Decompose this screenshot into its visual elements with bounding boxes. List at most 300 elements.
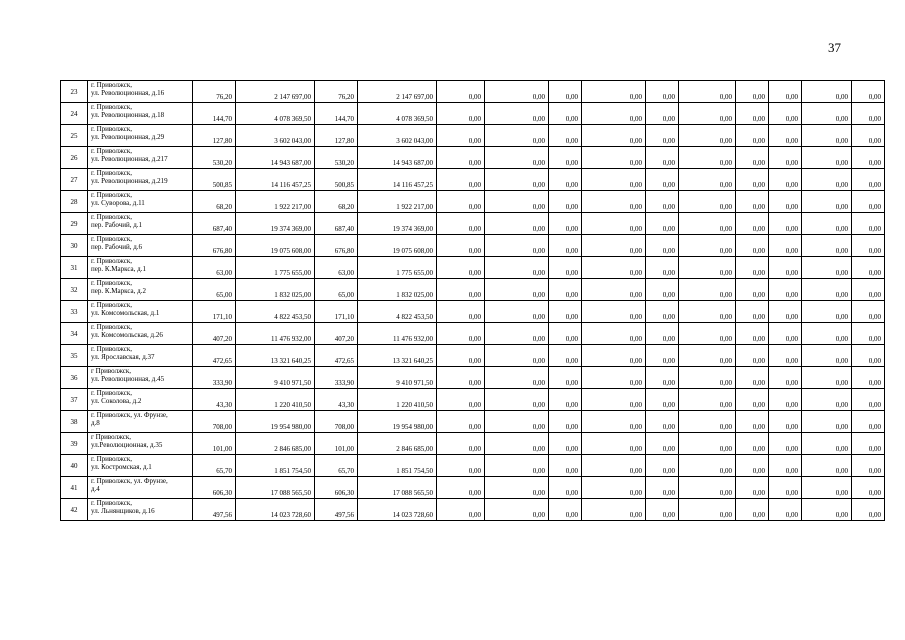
value-cell: 0,00 bbox=[852, 477, 885, 499]
value-cell: 0,00 bbox=[646, 147, 679, 169]
value-cell: 0,00 bbox=[679, 103, 736, 125]
value-cell: 0,00 bbox=[852, 389, 885, 411]
address-cell bbox=[88, 411, 193, 433]
value-cell: 0,00 bbox=[549, 389, 582, 411]
value-cell: 9 410 971,50 bbox=[236, 367, 315, 389]
value-cell: 0,00 bbox=[485, 81, 549, 103]
value-cell: 0,00 bbox=[679, 345, 736, 367]
value-cell: 0,00 bbox=[769, 433, 802, 455]
value-cell: 0,00 bbox=[736, 389, 769, 411]
value-cell: 0,00 bbox=[549, 147, 582, 169]
address-line-2: ул. Революционная, д.45 bbox=[91, 375, 165, 383]
value-cell: 0,00 bbox=[852, 433, 885, 455]
value-cell: 0,00 bbox=[679, 367, 736, 389]
value-cell: 0,00 bbox=[582, 235, 646, 257]
value-cell: 333,90 bbox=[315, 367, 358, 389]
row-number: 29 bbox=[61, 213, 88, 235]
value-cell: 0,00 bbox=[679, 477, 736, 499]
value-cell: 0,00 bbox=[736, 213, 769, 235]
value-cell: 0,00 bbox=[852, 345, 885, 367]
value-cell: 0,00 bbox=[736, 301, 769, 323]
value-cell: 101,00 bbox=[315, 433, 358, 455]
table-row bbox=[61, 147, 885, 169]
value-cell: 0,00 bbox=[582, 411, 646, 433]
value-cell: 0,00 bbox=[736, 103, 769, 125]
value-cell: 0,00 bbox=[646, 301, 679, 323]
value-cell: 14 943 687,00 bbox=[358, 147, 437, 169]
value-cell: 0,00 bbox=[736, 125, 769, 147]
value-cell: 0,00 bbox=[852, 147, 885, 169]
value-cell: 676,80 bbox=[315, 235, 358, 257]
address-cell bbox=[88, 433, 193, 455]
table-row bbox=[61, 169, 885, 191]
value-cell: 0,00 bbox=[769, 345, 802, 367]
value-cell: 3 602 043,00 bbox=[358, 125, 437, 147]
row-number: 32 bbox=[61, 279, 88, 301]
value-cell: 0,00 bbox=[582, 125, 646, 147]
value-cell: 0,00 bbox=[646, 367, 679, 389]
value-cell: 472,65 bbox=[315, 345, 358, 367]
address-line-2: ул. Революционная, д.18 bbox=[91, 111, 165, 119]
value-cell: 0,00 bbox=[582, 103, 646, 125]
value-cell: 0,00 bbox=[646, 477, 679, 499]
table-row bbox=[61, 125, 885, 147]
value-cell: 0,00 bbox=[646, 191, 679, 213]
row-number: 36 bbox=[61, 367, 88, 389]
value-cell: 0,00 bbox=[485, 191, 549, 213]
value-cell: 0,00 bbox=[582, 477, 646, 499]
value-cell: 0,00 bbox=[549, 191, 582, 213]
value-cell: 0,00 bbox=[646, 279, 679, 301]
address-line-2: ул. Революционная, д.29 bbox=[91, 133, 165, 141]
table-row bbox=[61, 103, 885, 125]
value-cell: 0,00 bbox=[646, 499, 679, 521]
value-cell: 0,00 bbox=[582, 301, 646, 323]
value-cell: 0,00 bbox=[437, 213, 485, 235]
value-cell: 687,40 bbox=[315, 213, 358, 235]
value-cell: 0,00 bbox=[802, 169, 852, 191]
value-cell: 0,00 bbox=[802, 301, 852, 323]
address-line-1: г. Приволжск, bbox=[91, 389, 133, 397]
value-cell: 14 116 457,25 bbox=[236, 169, 315, 191]
row-number: 25 bbox=[61, 125, 88, 147]
housing-table bbox=[60, 80, 885, 521]
value-cell: 0,00 bbox=[852, 213, 885, 235]
value-cell: 0,00 bbox=[736, 81, 769, 103]
address-line-2: ул. Революционная, д.219 bbox=[91, 177, 168, 185]
value-cell: 0,00 bbox=[485, 433, 549, 455]
table-row bbox=[61, 213, 885, 235]
address-line-2: ул.Революционная, д.35 bbox=[91, 441, 163, 449]
value-cell: 3 602 043,00 bbox=[236, 125, 315, 147]
value-cell: 0,00 bbox=[437, 147, 485, 169]
address-line-1: г. Приволжск, bbox=[91, 499, 133, 507]
value-cell: 0,00 bbox=[549, 213, 582, 235]
value-cell: 0,00 bbox=[769, 81, 802, 103]
table-row bbox=[61, 81, 885, 103]
address-cell bbox=[88, 455, 193, 477]
address-line-2: ул. Ярославская, д.37 bbox=[91, 353, 155, 361]
value-cell: 0,00 bbox=[582, 499, 646, 521]
address-line-1: г. Приволжск, ул. Фрунзе, bbox=[91, 477, 168, 485]
value-cell: 2 147 697,00 bbox=[236, 81, 315, 103]
value-cell: 708,00 bbox=[315, 411, 358, 433]
value-cell: 0,00 bbox=[485, 345, 549, 367]
value-cell: 0,00 bbox=[736, 477, 769, 499]
value-cell: 0,00 bbox=[485, 411, 549, 433]
value-cell: 0,00 bbox=[582, 389, 646, 411]
value-cell: 0,00 bbox=[679, 323, 736, 345]
address-cell bbox=[88, 389, 193, 411]
value-cell: 0,00 bbox=[549, 411, 582, 433]
address-line-1: г. Приволжск, bbox=[91, 103, 133, 111]
value-cell: 0,00 bbox=[852, 191, 885, 213]
value-cell: 144,70 bbox=[193, 103, 236, 125]
value-cell: 0,00 bbox=[802, 191, 852, 213]
value-cell: 0,00 bbox=[736, 169, 769, 191]
value-cell: 0,00 bbox=[769, 235, 802, 257]
table-row bbox=[61, 301, 885, 323]
value-cell: 0,00 bbox=[679, 301, 736, 323]
value-cell: 1 851 754,50 bbox=[236, 455, 315, 477]
value-cell: 0,00 bbox=[485, 323, 549, 345]
value-cell: 63,00 bbox=[193, 257, 236, 279]
address-line-2: ул. Костромская, д.1 bbox=[91, 463, 152, 471]
address-cell bbox=[88, 103, 193, 125]
value-cell: 9 410 971,50 bbox=[358, 367, 437, 389]
value-cell: 171,10 bbox=[315, 301, 358, 323]
address-cell bbox=[88, 345, 193, 367]
value-cell: 0,00 bbox=[802, 279, 852, 301]
value-cell: 171,10 bbox=[193, 301, 236, 323]
value-cell: 0,00 bbox=[437, 257, 485, 279]
value-cell: 0,00 bbox=[852, 455, 885, 477]
value-cell: 4 078 369,50 bbox=[358, 103, 437, 125]
value-cell: 0,00 bbox=[802, 103, 852, 125]
row-number: 24 bbox=[61, 103, 88, 125]
value-cell: 17 088 565,50 bbox=[236, 477, 315, 499]
value-cell: 606,30 bbox=[315, 477, 358, 499]
value-cell: 0,00 bbox=[437, 477, 485, 499]
value-cell: 17 088 565,50 bbox=[358, 477, 437, 499]
value-cell: 0,00 bbox=[679, 81, 736, 103]
address-cell bbox=[88, 169, 193, 191]
address-cell bbox=[88, 301, 193, 323]
value-cell: 0,00 bbox=[437, 81, 485, 103]
table-row bbox=[61, 455, 885, 477]
value-cell: 4 078 369,50 bbox=[236, 103, 315, 125]
address-cell bbox=[88, 257, 193, 279]
value-cell: 0,00 bbox=[437, 191, 485, 213]
value-cell: 0,00 bbox=[769, 213, 802, 235]
value-cell: 144,70 bbox=[315, 103, 358, 125]
value-cell: 687,40 bbox=[193, 213, 236, 235]
value-cell: 14 023 728,60 bbox=[236, 499, 315, 521]
address-cell bbox=[88, 235, 193, 257]
row-number: 42 bbox=[61, 499, 88, 521]
value-cell: 0,00 bbox=[852, 169, 885, 191]
row-number: 40 bbox=[61, 455, 88, 477]
address-line-2: д.4 bbox=[91, 485, 100, 493]
value-cell: 14 116 457,25 bbox=[358, 169, 437, 191]
address-line-2: пер. К.Маркса, д.1 bbox=[91, 265, 146, 273]
value-cell: 0,00 bbox=[646, 257, 679, 279]
value-cell: 0,00 bbox=[769, 323, 802, 345]
value-cell: 14 943 687,00 bbox=[236, 147, 315, 169]
value-cell: 0,00 bbox=[437, 389, 485, 411]
value-cell: 0,00 bbox=[679, 147, 736, 169]
value-cell: 0,00 bbox=[802, 257, 852, 279]
value-cell: 497,56 bbox=[315, 499, 358, 521]
value-cell: 0,00 bbox=[437, 411, 485, 433]
address-line-2: ул. Революционная, д.16 bbox=[91, 89, 165, 97]
address-cell bbox=[88, 81, 193, 103]
value-cell: 0,00 bbox=[549, 81, 582, 103]
value-cell: 708,00 bbox=[193, 411, 236, 433]
value-cell: 0,00 bbox=[485, 257, 549, 279]
table-row bbox=[61, 191, 885, 213]
value-cell: 0,00 bbox=[582, 345, 646, 367]
value-cell: 0,00 bbox=[769, 147, 802, 169]
table-row bbox=[61, 411, 885, 433]
value-cell: 0,00 bbox=[485, 147, 549, 169]
value-cell: 0,00 bbox=[485, 367, 549, 389]
value-cell: 0,00 bbox=[646, 345, 679, 367]
value-cell: 0,00 bbox=[646, 235, 679, 257]
value-cell: 0,00 bbox=[802, 411, 852, 433]
value-cell: 0,00 bbox=[679, 257, 736, 279]
value-cell: 0,00 bbox=[437, 103, 485, 125]
row-number: 41 bbox=[61, 477, 88, 499]
table-row bbox=[61, 345, 885, 367]
value-cell: 4 822 453,50 bbox=[358, 301, 437, 323]
value-cell: 0,00 bbox=[437, 235, 485, 257]
value-cell: 13 321 640,25 bbox=[358, 345, 437, 367]
value-cell: 0,00 bbox=[802, 433, 852, 455]
address-line-1: г. Приволжск, bbox=[91, 257, 133, 265]
address-cell bbox=[88, 279, 193, 301]
value-cell: 0,00 bbox=[736, 411, 769, 433]
value-cell: 1 922 217,00 bbox=[358, 191, 437, 213]
address-line-1: г. Приволжск, ул. Фрунзе, bbox=[91, 411, 168, 419]
value-cell: 0,00 bbox=[769, 367, 802, 389]
value-cell: 0,00 bbox=[852, 103, 885, 125]
value-cell: 0,00 bbox=[485, 213, 549, 235]
value-cell: 2 846 685,00 bbox=[236, 433, 315, 455]
value-cell: 14 023 728,60 bbox=[358, 499, 437, 521]
address-line-1: г. Приволжск, bbox=[91, 147, 133, 155]
row-number: 23 bbox=[61, 81, 88, 103]
address-line-1: г. Приволжск, bbox=[91, 455, 133, 463]
value-cell: 0,00 bbox=[582, 191, 646, 213]
value-cell: 0,00 bbox=[769, 279, 802, 301]
value-cell: 0,00 bbox=[437, 323, 485, 345]
value-cell: 0,00 bbox=[679, 213, 736, 235]
row-number: 37 bbox=[61, 389, 88, 411]
value-cell: 0,00 bbox=[802, 455, 852, 477]
value-cell: 101,00 bbox=[193, 433, 236, 455]
value-cell: 0,00 bbox=[549, 103, 582, 125]
value-cell: 65,00 bbox=[315, 279, 358, 301]
value-cell: 0,00 bbox=[437, 125, 485, 147]
row-number: 28 bbox=[61, 191, 88, 213]
value-cell: 11 476 932,00 bbox=[236, 323, 315, 345]
address-line-2: пер. Рабочий, д.1 bbox=[91, 221, 143, 229]
value-cell: 0,00 bbox=[582, 147, 646, 169]
value-cell: 0,00 bbox=[646, 125, 679, 147]
value-cell: 0,00 bbox=[646, 81, 679, 103]
value-cell: 65,70 bbox=[193, 455, 236, 477]
value-cell: 0,00 bbox=[736, 367, 769, 389]
value-cell: 0,00 bbox=[679, 191, 736, 213]
value-cell: 0,00 bbox=[736, 235, 769, 257]
value-cell: 0,00 bbox=[582, 81, 646, 103]
value-cell: 0,00 bbox=[437, 301, 485, 323]
value-cell: 0,00 bbox=[582, 455, 646, 477]
value-cell: 0,00 bbox=[679, 389, 736, 411]
value-cell: 0,00 bbox=[646, 323, 679, 345]
value-cell: 0,00 bbox=[802, 125, 852, 147]
value-cell: 11 476 932,00 bbox=[358, 323, 437, 345]
value-cell: 0,00 bbox=[679, 411, 736, 433]
value-cell: 0,00 bbox=[736, 323, 769, 345]
value-cell: 606,30 bbox=[193, 477, 236, 499]
value-cell: 0,00 bbox=[769, 455, 802, 477]
value-cell: 0,00 bbox=[852, 367, 885, 389]
row-number: 30 bbox=[61, 235, 88, 257]
value-cell: 0,00 bbox=[769, 477, 802, 499]
value-cell: 0,00 bbox=[802, 323, 852, 345]
value-cell: 0,00 bbox=[437, 455, 485, 477]
value-cell: 0,00 bbox=[549, 323, 582, 345]
row-number: 33 bbox=[61, 301, 88, 323]
value-cell: 0,00 bbox=[736, 191, 769, 213]
table-row bbox=[61, 389, 885, 411]
row-number: 31 bbox=[61, 257, 88, 279]
value-cell: 19 374 369,00 bbox=[236, 213, 315, 235]
value-cell: 0,00 bbox=[802, 235, 852, 257]
address-line-1: г. Приволжск, bbox=[91, 235, 133, 243]
address-line-2: ул. Соколова, д.2 bbox=[91, 397, 142, 405]
address-cell bbox=[88, 499, 193, 521]
address-line-1: г. Приволжск, bbox=[91, 323, 133, 331]
value-cell: 127,80 bbox=[193, 125, 236, 147]
value-cell: 0,00 bbox=[852, 411, 885, 433]
value-cell: 19 954 980,00 bbox=[236, 411, 315, 433]
value-cell: 65,00 bbox=[193, 279, 236, 301]
address-line-2: ул. Комсомольская, д.26 bbox=[91, 331, 163, 339]
value-cell: 0,00 bbox=[852, 81, 885, 103]
value-cell: 0,00 bbox=[736, 455, 769, 477]
value-cell: 0,00 bbox=[852, 279, 885, 301]
value-cell: 0,00 bbox=[437, 499, 485, 521]
value-cell: 1 775 655,00 bbox=[236, 257, 315, 279]
value-cell: 1 832 025,00 bbox=[358, 279, 437, 301]
value-cell: 0,00 bbox=[485, 169, 549, 191]
page-number: 37 bbox=[828, 40, 841, 55]
row-number: 35 bbox=[61, 345, 88, 367]
value-cell: 0,00 bbox=[802, 477, 852, 499]
value-cell: 0,00 bbox=[769, 191, 802, 213]
row-number: 26 bbox=[61, 147, 88, 169]
value-cell: 0,00 bbox=[679, 235, 736, 257]
address-line-1: г. Приволжск, bbox=[91, 213, 133, 221]
value-cell: 530,20 bbox=[315, 147, 358, 169]
value-cell: 0,00 bbox=[736, 257, 769, 279]
value-cell: 497,56 bbox=[193, 499, 236, 521]
value-cell: 1 220 410,50 bbox=[358, 389, 437, 411]
address-cell bbox=[88, 147, 193, 169]
value-cell: 0,00 bbox=[646, 433, 679, 455]
value-cell: 19 075 608,00 bbox=[236, 235, 315, 257]
value-cell: 0,00 bbox=[646, 411, 679, 433]
address-line-2: ул. Революционная, д.217 bbox=[91, 155, 168, 163]
value-cell: 0,00 bbox=[679, 125, 736, 147]
address-line-1: г Приволжск, bbox=[91, 433, 132, 441]
value-cell: 0,00 bbox=[852, 323, 885, 345]
value-cell: 0,00 bbox=[485, 301, 549, 323]
value-cell: 0,00 bbox=[485, 477, 549, 499]
value-cell: 0,00 bbox=[582, 279, 646, 301]
value-cell: 0,00 bbox=[437, 345, 485, 367]
table-row bbox=[61, 433, 885, 455]
value-cell: 0,00 bbox=[769, 125, 802, 147]
value-cell: 0,00 bbox=[852, 125, 885, 147]
row-number: 38 bbox=[61, 411, 88, 433]
value-cell: 0,00 bbox=[549, 169, 582, 191]
value-cell: 333,90 bbox=[193, 367, 236, 389]
value-cell: 4 822 453,50 bbox=[236, 301, 315, 323]
value-cell: 0,00 bbox=[549, 235, 582, 257]
address-line-2: пер. К.Маркса, д.2 bbox=[91, 287, 146, 295]
value-cell: 0,00 bbox=[549, 301, 582, 323]
address-line-1: г. Приволжск, bbox=[91, 279, 133, 287]
value-cell: 0,00 bbox=[802, 213, 852, 235]
value-cell: 0,00 bbox=[736, 499, 769, 521]
value-cell: 0,00 bbox=[549, 477, 582, 499]
value-cell: 76,20 bbox=[315, 81, 358, 103]
row-number: 34 bbox=[61, 323, 88, 345]
address-line-1: г. Приволжск, bbox=[91, 345, 133, 353]
value-cell: 0,00 bbox=[549, 433, 582, 455]
value-cell: 1 832 025,00 bbox=[236, 279, 315, 301]
address-cell bbox=[88, 213, 193, 235]
address-line-1: г. Приволжск, bbox=[91, 191, 133, 199]
value-cell: 19 075 608,00 bbox=[358, 235, 437, 257]
value-cell: 1 220 410,50 bbox=[236, 389, 315, 411]
table-row bbox=[61, 499, 885, 521]
address-cell bbox=[88, 323, 193, 345]
value-cell: 76,20 bbox=[193, 81, 236, 103]
value-cell: 0,00 bbox=[802, 499, 852, 521]
value-cell: 0,00 bbox=[679, 169, 736, 191]
value-cell: 676,80 bbox=[193, 235, 236, 257]
table-row bbox=[61, 279, 885, 301]
value-cell: 407,20 bbox=[193, 323, 236, 345]
value-cell: 0,00 bbox=[582, 433, 646, 455]
value-cell: 2 147 697,00 bbox=[358, 81, 437, 103]
value-cell: 500,85 bbox=[193, 169, 236, 191]
value-cell: 0,00 bbox=[582, 367, 646, 389]
value-cell: 0,00 bbox=[437, 433, 485, 455]
value-cell: 0,00 bbox=[549, 455, 582, 477]
value-cell: 0,00 bbox=[485, 279, 549, 301]
value-cell: 472,65 bbox=[193, 345, 236, 367]
value-cell: 0,00 bbox=[769, 103, 802, 125]
value-cell: 0,00 bbox=[582, 169, 646, 191]
value-cell: 0,00 bbox=[679, 279, 736, 301]
value-cell: 0,00 bbox=[736, 279, 769, 301]
